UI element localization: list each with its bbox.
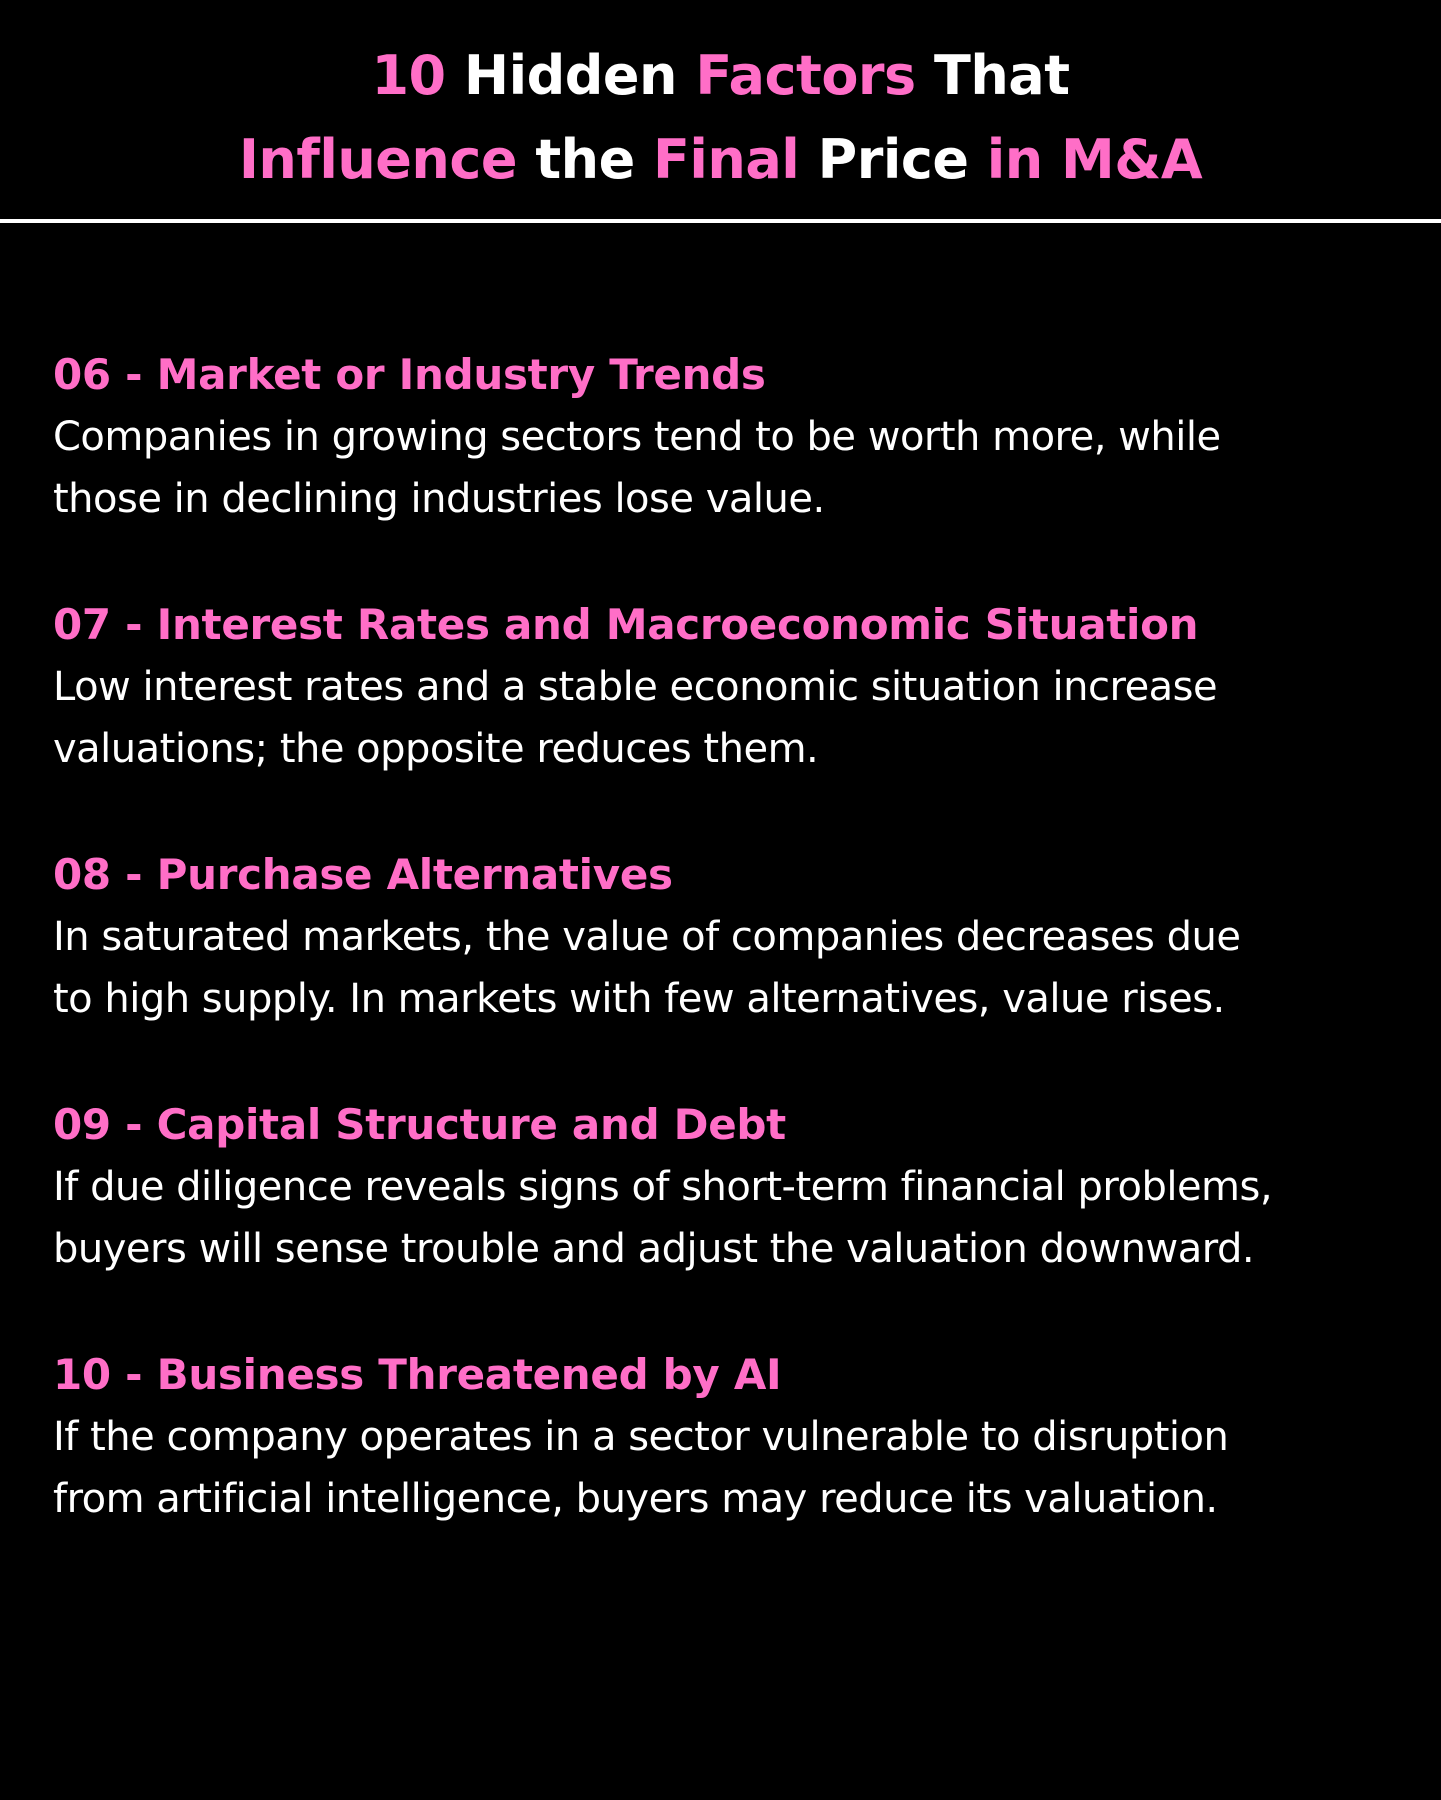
factor-description-line: Companies in growing sectors tend to be worth more, while xyxy=(53,414,1221,460)
title-word: That xyxy=(934,44,1070,107)
factor-description-line: If the company operates in a sector vulnerable to disruption xyxy=(53,1414,1229,1460)
title-word: Influence xyxy=(238,128,517,191)
factor-item xyxy=(53,1348,1423,1598)
factor-item xyxy=(53,1098,1423,1348)
factor-description-line: to high supply. In markets with few alternatives, value rises. xyxy=(53,976,1225,1022)
factor-title: 10 - Business Threatened by AI xyxy=(53,1350,782,1399)
factor-title: 07 - Interest Rates and Macroeconomic Situation xyxy=(53,600,1199,649)
factor-description-line: Low interest rates and a stable economic situation increase xyxy=(53,664,1218,710)
factor-title: 08 - Purchase Alternatives xyxy=(53,850,673,899)
title-word: Final xyxy=(653,128,800,191)
title-word: 10 xyxy=(371,44,446,107)
page-title-line-2 xyxy=(0,128,1441,192)
factor-description-line: valuations; the opposite reduces them. xyxy=(53,726,819,772)
page-title-line-1 xyxy=(0,44,1441,108)
factor-description-line: If due diligence reveals signs of short-term financial problems, xyxy=(53,1164,1273,1210)
title-word: in M&A xyxy=(986,128,1203,191)
factor-description-line: those in declining industries lose value. xyxy=(53,476,825,522)
factor-description-line: from artificial intelligence, buyers may reduce its valuation. xyxy=(53,1476,1218,1522)
factor-description-line: In saturated markets, the value of companies decreases due xyxy=(53,914,1241,960)
factor-item xyxy=(53,598,1423,848)
factor-title: 09 - Capital Structure and Debt xyxy=(53,1100,786,1149)
factor-item xyxy=(53,348,1423,598)
title-word: Factors xyxy=(695,44,916,107)
factor-list xyxy=(53,348,1423,1598)
header xyxy=(0,0,1441,222)
title-word: Hidden xyxy=(463,44,678,107)
factor-item xyxy=(53,848,1423,1098)
title-word: Price xyxy=(817,128,969,191)
title-word: the xyxy=(535,128,635,191)
factor-title: 06 - Market or Industry Trends xyxy=(53,350,766,399)
factor-description-line: buyers will sense trouble and adjust the valuation downward. xyxy=(53,1226,1255,1272)
header-divider xyxy=(0,219,1441,223)
